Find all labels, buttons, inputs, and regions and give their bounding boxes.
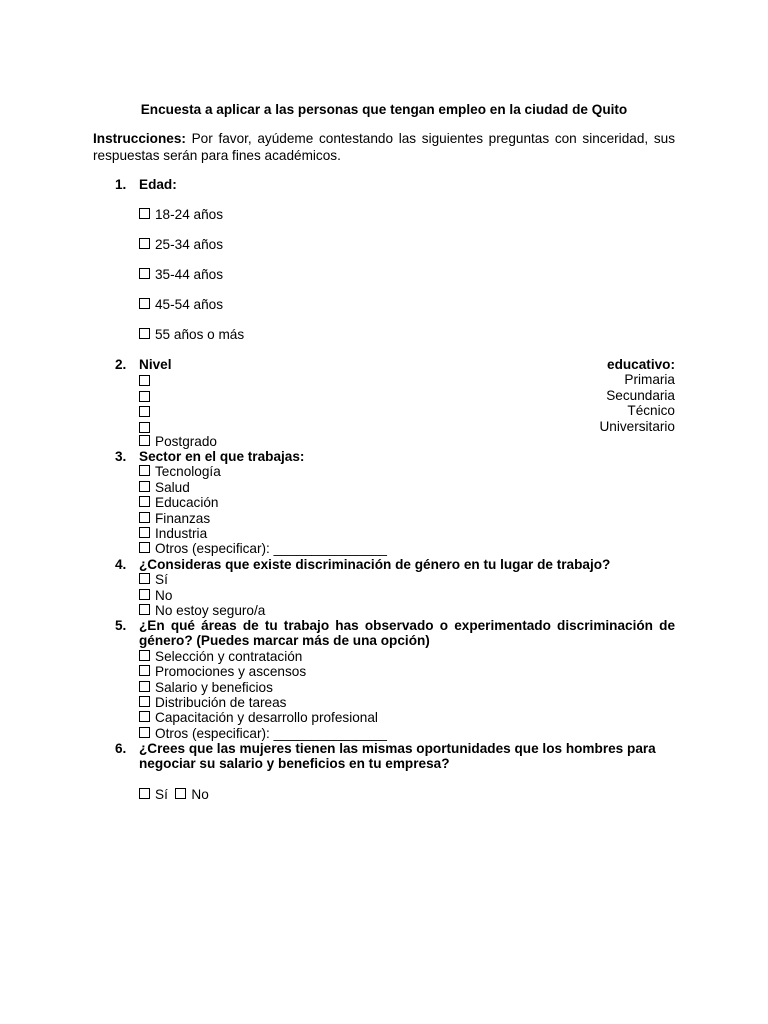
question-label: ¿Crees que las mujeres tienen las mismas oportunidades que los hombres para negociar su salario y beneficios en tu empresa? — [139, 741, 656, 772]
document-title: Encuesta a aplicar a las personas que tengan empleo en la ciudad de Quito — [140, 102, 628, 117]
option-educacion[interactable]: Educación — [139, 495, 675, 510]
checkbox[interactable] — [139, 696, 150, 707]
checkbox[interactable] — [139, 238, 150, 249]
option-age-45-54[interactable]: 45-54 años — [139, 297, 223, 313]
option-seleccion[interactable]: Selección y contratación — [139, 649, 675, 664]
option-salud[interactable]: Salud — [139, 480, 675, 495]
question-label: Edad: — [139, 177, 177, 192]
question-number: 6. — [115, 741, 127, 756]
question-label: ¿En qué áreas de tu trabajo has observado o experimentado discriminación de género? (Puedes marcar más de una opción) — [139, 618, 675, 649]
checkbox[interactable] — [139, 542, 150, 553]
checkbox[interactable] — [175, 788, 186, 799]
option-postgrado[interactable]: Postgrado — [139, 434, 675, 449]
option-promociones[interactable]: Promociones y ascensos — [139, 664, 675, 679]
option-age-55-plus[interactable]: 55 años o más — [139, 327, 244, 343]
checkbox[interactable] — [139, 496, 150, 507]
checkbox[interactable] — [139, 422, 150, 433]
option-distribucion[interactable]: Distribución de tareas — [139, 695, 675, 710]
checkbox[interactable] — [139, 328, 150, 339]
checkbox[interactable] — [139, 711, 150, 722]
checkbox[interactable] — [139, 665, 150, 676]
instructions-label: Instrucciones: — [93, 131, 186, 146]
question-number: 4. — [115, 557, 127, 572]
checkbox[interactable] — [139, 391, 150, 402]
question-label: Sector en el que trabajas: — [139, 449, 305, 464]
option-finanzas[interactable]: Finanzas — [139, 511, 675, 526]
checkbox[interactable] — [139, 406, 150, 417]
checkbox[interactable] — [139, 681, 150, 692]
question-number: 1. — [115, 177, 127, 192]
option-no[interactable]: No — [175, 787, 208, 802]
checkbox[interactable] — [139, 208, 150, 219]
question-5 — [93, 618, 675, 741]
question-2 — [93, 357, 675, 449]
option-age-25-34[interactable]: 25-34 años — [139, 237, 223, 253]
checkbox[interactable] — [139, 589, 150, 600]
option-age-18-24[interactable]: 18-24 años — [139, 207, 223, 223]
checkbox[interactable] — [139, 481, 150, 492]
option-otros-sector[interactable]: Otros (especificar): _______________ — [139, 541, 675, 556]
checkbox[interactable] — [139, 527, 150, 538]
question-6 — [93, 741, 675, 772]
checkbox[interactable] — [139, 650, 150, 661]
question-label: Nivel educativo: — [139, 357, 675, 372]
instructions — [93, 131, 675, 164]
checkbox[interactable] — [139, 727, 150, 738]
question-3 — [93, 449, 675, 557]
question-number: 3. — [115, 449, 127, 464]
option-si[interactable]: Sí — [139, 787, 168, 802]
checkbox[interactable] — [139, 573, 150, 584]
question-number: 5. — [115, 618, 127, 633]
option-salario[interactable]: Salario y beneficios — [139, 680, 675, 695]
option-si[interactable]: Sí — [139, 572, 675, 587]
checkbox[interactable] — [139, 512, 150, 523]
option-age-35-44[interactable]: 35-44 años — [139, 267, 223, 283]
option-universitario[interactable]: Universitario — [139, 419, 675, 434]
checkbox[interactable] — [139, 465, 150, 476]
option-capacitacion[interactable]: Capacitación y desarrollo profesional — [139, 710, 675, 725]
option-no[interactable]: No — [139, 588, 675, 603]
checkbox[interactable] — [139, 375, 150, 386]
instructions-text: Por favor, ayúdeme contestando las siguientes preguntas con sinceridad, sus respuestas serán para fines académicos. — [93, 131, 675, 163]
option-tecnico[interactable]: Técnico — [139, 403, 675, 418]
question-4 — [93, 557, 675, 619]
option-primaria[interactable]: Primaria — [139, 372, 675, 387]
option-industria[interactable]: Industria — [139, 526, 675, 541]
checkbox[interactable] — [139, 788, 150, 799]
checkbox[interactable] — [139, 298, 150, 309]
option-tecnologia[interactable]: Tecnología — [139, 464, 675, 479]
option-no-seguro[interactable]: No estoy seguro/a — [139, 603, 675, 618]
option-secundaria[interactable]: Secundaria — [139, 388, 675, 403]
question-1 — [93, 177, 675, 192]
question-6-options — [139, 787, 209, 803]
question-label: ¿Consideras que existe discriminación de género en tu lugar de trabajo? — [139, 557, 611, 572]
question-number: 2. — [115, 357, 127, 372]
checkbox[interactable] — [139, 435, 150, 446]
checkbox[interactable] — [139, 268, 150, 279]
option-otros-areas[interactable]: Otros (especificar): _______________ — [139, 726, 675, 741]
checkbox[interactable] — [139, 604, 150, 615]
